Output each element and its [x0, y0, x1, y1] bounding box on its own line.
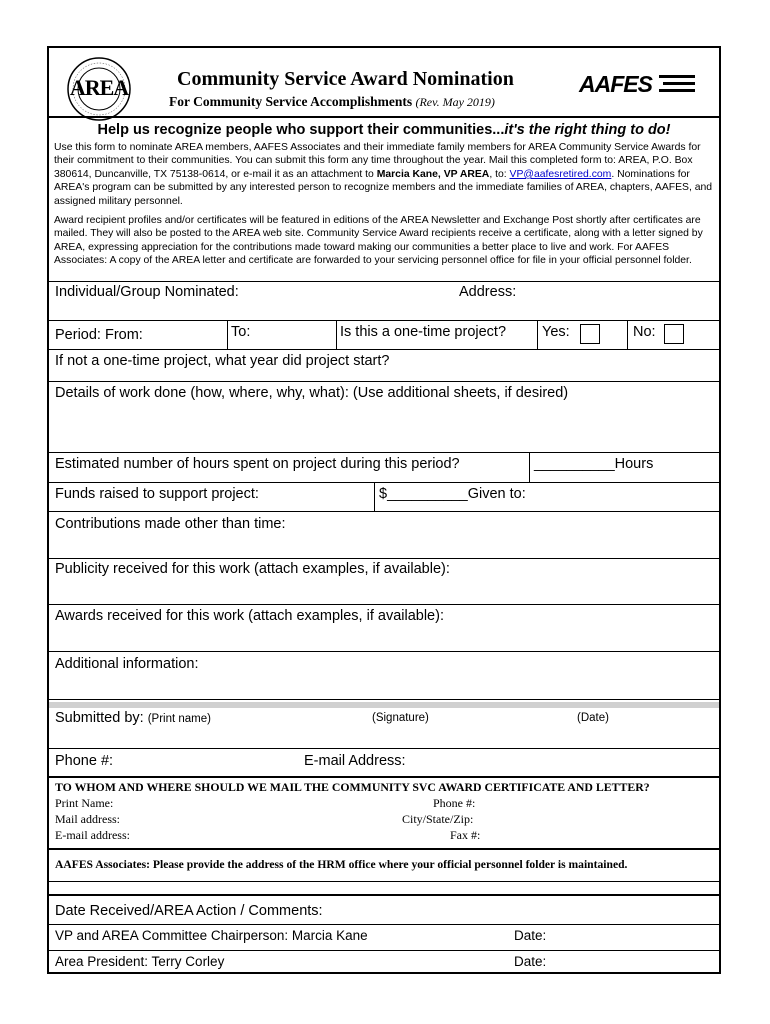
vp-email-link[interactable]: VP@aafesretired.com: [509, 168, 612, 180]
separator: [374, 482, 375, 511]
header-divider: [49, 116, 719, 118]
period-from-field[interactable]: Period: From:: [55, 327, 143, 343]
rule: [49, 651, 719, 652]
no-label: No:: [633, 324, 656, 340]
rule: [49, 894, 719, 896]
additional-info-field[interactable]: Additional information:: [55, 656, 199, 672]
no-checkbox[interactable]: [664, 324, 684, 344]
area-logo-text: AREA: [69, 75, 129, 100]
rule: [49, 349, 719, 350]
nominated-field[interactable]: Individual/Group Nominated:: [55, 284, 239, 300]
year-start-field[interactable]: If not a one-time project, what year did project start?: [55, 353, 390, 369]
headline-emphasis: it's the right thing to do!: [504, 122, 671, 138]
rule: [49, 924, 719, 925]
rule: [49, 699, 719, 700]
mail-phone-field[interactable]: Phone #:: [433, 796, 476, 810]
date-received-field[interactable]: Date Received/AREA Action / Comments:: [55, 903, 323, 919]
rule: [49, 281, 719, 282]
intro-paragraph-2: Award recipient profiles and/or certificates will be featured in editions of the AREA Newsletter and Exchange Post shortly after certificates are mailed. They will also be posted to the AREA web site. Community Service Award recipients receive a certificate, along with a letter signed by AREA, expressing appreciation for the contributions made toward making our communities a better place to live and work. For AAFES Associates: A copy of the AREA letter and certificate are forwarded to your servicing personnel office for file in your official personnel folder.: [54, 215, 703, 267]
rule: [49, 381, 719, 382]
publicity-field[interactable]: Publicity received for this work (attach examples, if available):: [55, 561, 450, 577]
rule: [49, 320, 719, 321]
print-name-hint: (Print name): [147, 713, 211, 725]
one-time-question: Is this a one-time project?: [340, 324, 507, 340]
rule: [49, 881, 719, 882]
separator: [227, 320, 228, 349]
rule: [49, 950, 719, 951]
rule: [49, 452, 719, 453]
subtitle-text: For Community Service Accomplishments: [169, 94, 413, 109]
intro-paragraph-1: [54, 141, 716, 208]
period-to-field[interactable]: To:: [231, 324, 251, 340]
mail-print-name-field[interactable]: Print Name:: [55, 796, 114, 810]
page-title: Community Service Award Nomination: [177, 68, 514, 90]
submitted-by-label: Submitted by:: [55, 710, 144, 726]
intro-headline: [49, 122, 719, 138]
rule: [49, 848, 719, 850]
details-field[interactable]: Details of work done (how, where, why, what): (Use additional sheets, if desired): [55, 385, 569, 401]
awards-field[interactable]: Awards received for this work (attach examples, if available):: [55, 608, 444, 624]
vp-chairperson-label: VP and AREA Committee Chairperson: Marcia Kane: [55, 928, 368, 943]
president-label: Area President: Terry Corley: [55, 954, 225, 969]
aafes-stripes-icon: [659, 73, 695, 95]
mailing-heading: TO WHOM AND WHERE SHOULD WE MAIL THE COMMUNITY SVC AWARD CERTIFICATE AND LETTER?: [55, 780, 650, 794]
signature-field[interactable]: (Signature): [372, 712, 429, 724]
mail-email-field[interactable]: E-mail address:: [55, 828, 130, 842]
headline-text: Help us recognize people who support their communities...: [97, 122, 505, 138]
associates-note: AAFES Associates: Please provide the address of the HRM office where your official personnel folder is maintained.: [55, 858, 628, 871]
mail-city-field[interactable]: City/State/Zip:: [402, 812, 474, 826]
intro-p1-c: . Nominations for AREA's program can be submitted by any interested person to recognize members and the immediate families of AREA, chapters, AAFES, and assigned military personnel.: [54, 168, 713, 207]
area-logo: [66, 56, 132, 122]
mail-address-field[interactable]: Mail address:: [55, 812, 120, 826]
president-date-field[interactable]: Date:: [514, 954, 547, 969]
submitted-by-field[interactable]: [55, 710, 211, 726]
page-subtitle: [169, 94, 495, 110]
rule: [49, 748, 719, 749]
hours-question: Estimated number of hours spent on project during this period?: [55, 456, 460, 472]
contributions-field[interactable]: Contributions made other than time:: [55, 516, 286, 532]
rule: [49, 511, 719, 512]
address-field[interactable]: Address:: [459, 284, 517, 300]
rule: [49, 482, 719, 483]
revision-text: (Rev. May 2019): [415, 95, 495, 109]
yes-checkbox[interactable]: [580, 324, 600, 344]
separator: [537, 320, 538, 349]
form-page: [47, 46, 721, 974]
intro-p1-b: , to:: [489, 168, 510, 180]
hours-field[interactable]: __________Hours: [534, 456, 654, 472]
intro-p1-bold: Marcia Kane, VP AREA: [376, 168, 490, 180]
aafes-logo-text: AAFES: [579, 71, 652, 97]
vp-date-field[interactable]: Date:: [514, 928, 547, 943]
mail-fax-field[interactable]: Fax #:: [450, 828, 481, 842]
date-field[interactable]: (Date): [577, 712, 609, 724]
rule: [49, 558, 719, 559]
funds-label: Funds raised to support project:: [55, 486, 259, 502]
aafes-logo: [579, 70, 699, 98]
separator: [627, 320, 628, 349]
rule: [49, 604, 719, 605]
rule: [49, 776, 719, 778]
shaded-divider: [49, 702, 719, 708]
yes-label: Yes:: [542, 324, 570, 340]
intro-p1-a: Use this form to nominate AREA members, AAFES Associates and their immediate family members for AREA Community Service Awards for their commitment to their communities. You can submit this form any time throughout the year. Mail this completed form to: AREA, P.O. Box 380614, Duncanville, TX 75138-0614, or e-mail it as an attachment to: [54, 142, 701, 180]
email-field[interactable]: E-mail Address:: [304, 753, 406, 769]
funds-field[interactable]: $__________Given to:: [379, 486, 526, 502]
separator: [336, 320, 337, 349]
phone-field[interactable]: Phone #:: [55, 753, 114, 769]
separator: [529, 452, 530, 482]
